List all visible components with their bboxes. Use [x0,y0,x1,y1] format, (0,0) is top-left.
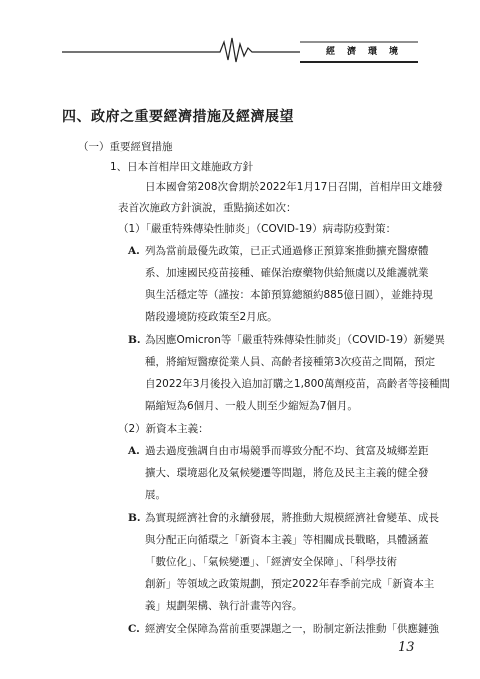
subsection-heading: （一）重要經貿措施 [78,141,173,153]
page-number: 13 [398,640,415,655]
section-title: 四、政府之重要經濟措施及經濟展望 [62,109,294,125]
point-line: 展。 [145,489,166,501]
point-line: 列為當前最優先政策，已正式通過修正預算案推動擴充醫療體 [145,245,429,257]
point-line: 自2022年3月後投入追加訂購之1,800萬劑疫苗，高齡者等接種間 [145,378,450,390]
topic-heading: （1）「嚴重特殊傳染性肺炎」（COVID-19）病毒防疫對策： [118,223,397,235]
point-line: 擴大、環境惡化及氣候變遷等問題，將危及民主主義的健全發 [145,467,429,479]
item-heading: 1、日本首相岸田文雄施政方針 [110,161,254,173]
point-line: 義」規劃架構、執行計畫等內容。 [145,600,303,612]
running-header [0,30,480,70]
point-line: 「數位化」、「氣候變遷」、「經濟安全保障」、「科學技術 [145,556,397,568]
point-label: C. [128,623,140,635]
point-line: 系、加速國民疫苗接種、確保治療藥物供給無虞以及維護就業 [145,267,429,279]
point-label: A. [128,445,140,457]
header-label: 經濟環境 [325,47,410,57]
point-label: B. [128,512,141,524]
point-line: 種，將縮短醫療從業人員、高齡者接種第3次疫苗之間隔，預定 [145,356,436,368]
intro-line: 日本國會第208次會期於2022年1月17日召開，首相岸田文雄發 [145,181,443,193]
point-line: 創新」等領域之政策規劃，預定2022年春季前完成「新資本主 [145,578,435,590]
point-line: 隔縮短為6個月、一般人則至少縮短為7個月。 [145,400,358,412]
point-line: 為實現經濟社會的永續發展，將推動大規模經濟社會變革、成長 [145,512,439,524]
point-line: 為因應Omicron等「嚴重特殊傳染性肺炎」（COVID-19）新變異 [145,334,446,346]
topic-heading: （2）新資本主義： [118,423,209,435]
point-line: 過去過度強調自由市場競爭而導致分配不均、貧富及城鄉差距 [145,445,429,457]
point-label: A. [128,245,140,257]
point-label: B. [128,334,141,346]
point-line: 與生活穩定等（謹按：本節預算總額約885億日圓），並維持現 [145,289,433,301]
point-line: 與分配正向循環之「新資本主義」等相關成長戰略，具體涵蓋 [145,534,429,546]
intro-line: 表首次施政方針演說，重點摘述如次： [118,202,297,214]
point-line: 階段邊境防疫政策至2月底。 [145,311,278,323]
point-line: 經濟安全保障為當前重要課題之一，盼制定新法推動「供應鏈強 [145,623,439,635]
